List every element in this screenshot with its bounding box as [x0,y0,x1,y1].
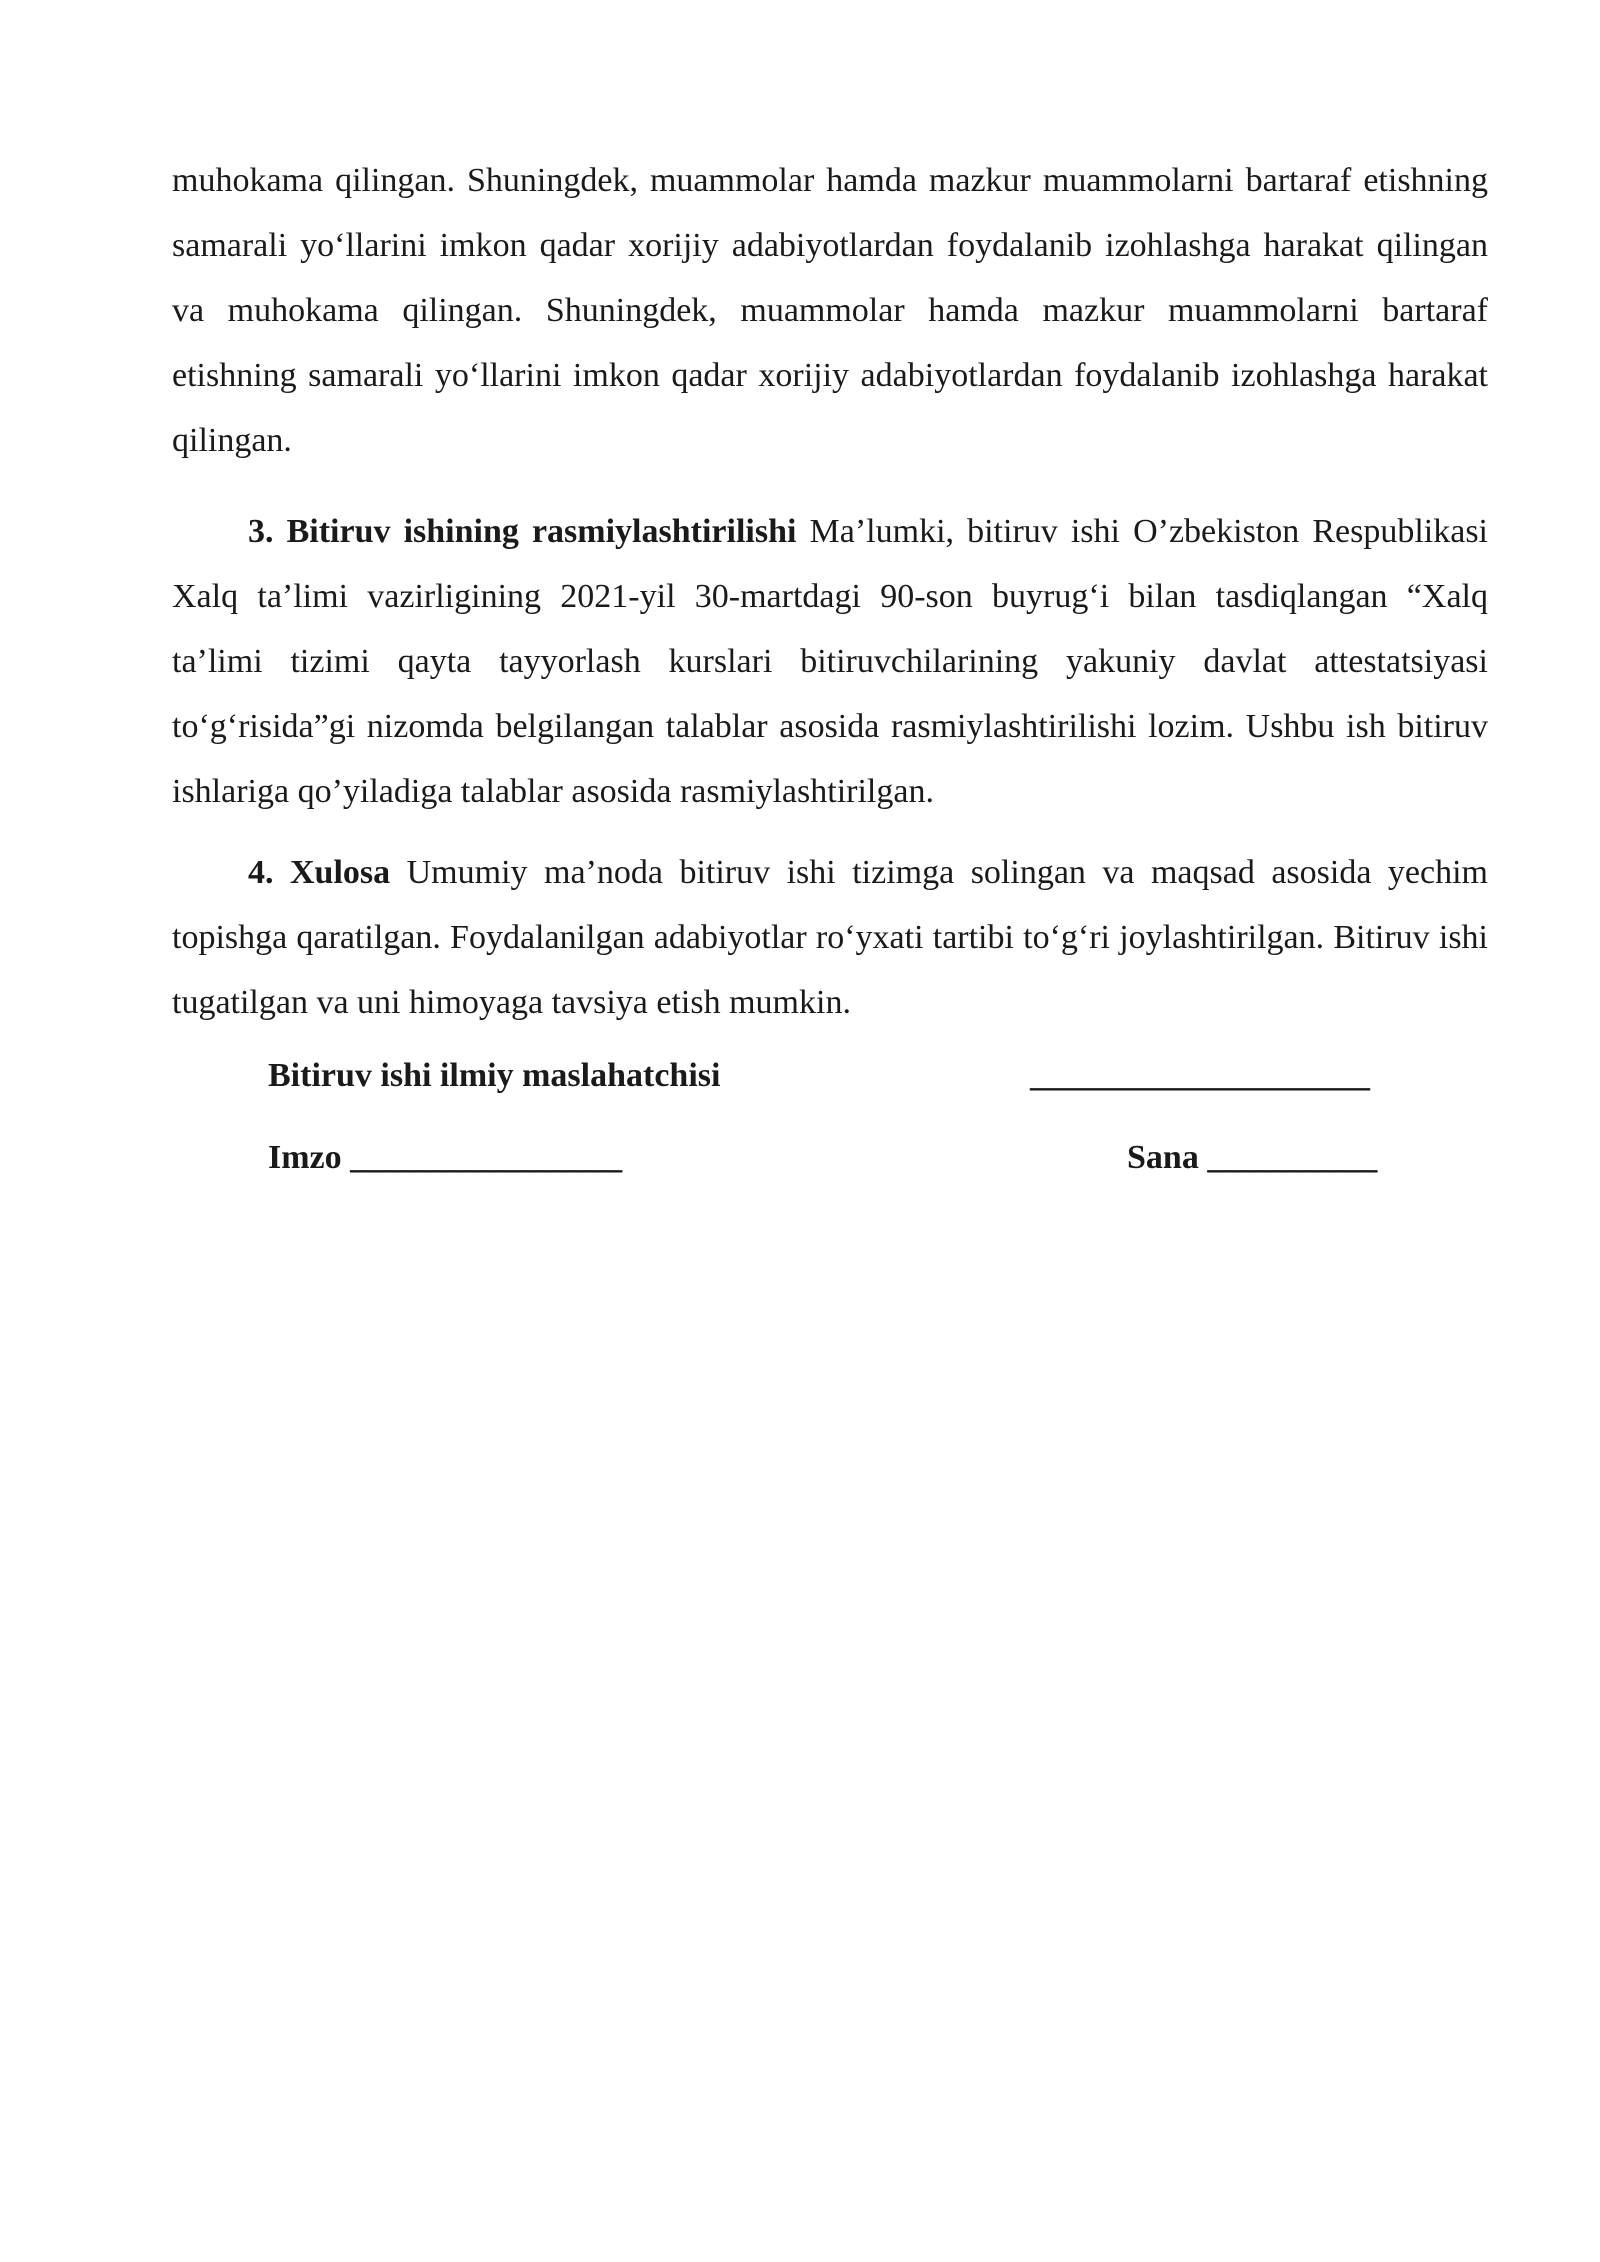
paragraph-text: muhokama qilingan. Shuningdek, muammolar hamda mazkur muammolarni bartaraf etishning samarali yo‘llarini imkon qadar xorijiy adabiyotlardan foydalanib izohlashga harakat qilingan va muhokama qilingan. Shuningdek, muammolar hamda mazkur muammolarni bartaraf etishning samarali yo‘llarini imkon qadar xorijiy adabiyotlardan foydalanib izohlashga harakat qilingan. [172,162,1488,459]
advisor-name-line: ____________________ [1030,1057,1370,1094]
section-3-paragraph [172,499,1488,824]
paragraph-discussion [172,148,1488,473]
imzo-label: Imzo ________________ [268,1139,623,1176]
section-3-heading: 3. Bitiruv ishining rasmiylashtirilishi [248,513,797,550]
imzo-sana-row [172,1117,1488,1199]
sana-label: Sana __________ [1127,1139,1378,1176]
advisor-label: Bitiruv ishi ilmiy maslahatchisi [268,1057,721,1094]
section-3-text: Ma’lumki, bitiruv ishi O’zbekiston Respublikasi Xalq ta’limi vazirligining 2021-yil 30-martdagi 90-son buyrug‘i bilan tasdiqlangan “Xalq ta’limi tizimi qayta tayyorlash kurslari bitiruvchilarining yakuniy davlat attestatsiyasi to‘g‘risida”gi nizomda belgilangan talablar asosida rasmiylashtirilishi lozim. Ushbu ish bitiruv ishlariga qo’yiladiga talablar asosida rasmiylashtirilgan. [172,513,1488,810]
section-4-paragraph [172,840,1488,1035]
section-4-text: Umumiy ma’noda bitiruv ishi tizimga solingan va maqsad asosida yechim topishga qaratilgan. Foydalanilgan adabiyotlar ro‘yxati tartibi to‘g‘ri joylashtirilgan. Bitiruv ishi tugatilgan va uni himoyaga tavsiya etish mumkin. [172,854,1488,1021]
advisor-signature-row [172,1035,1488,1117]
document-page [172,148,1488,1199]
section-4-heading: 4. Xulosa [248,854,391,891]
